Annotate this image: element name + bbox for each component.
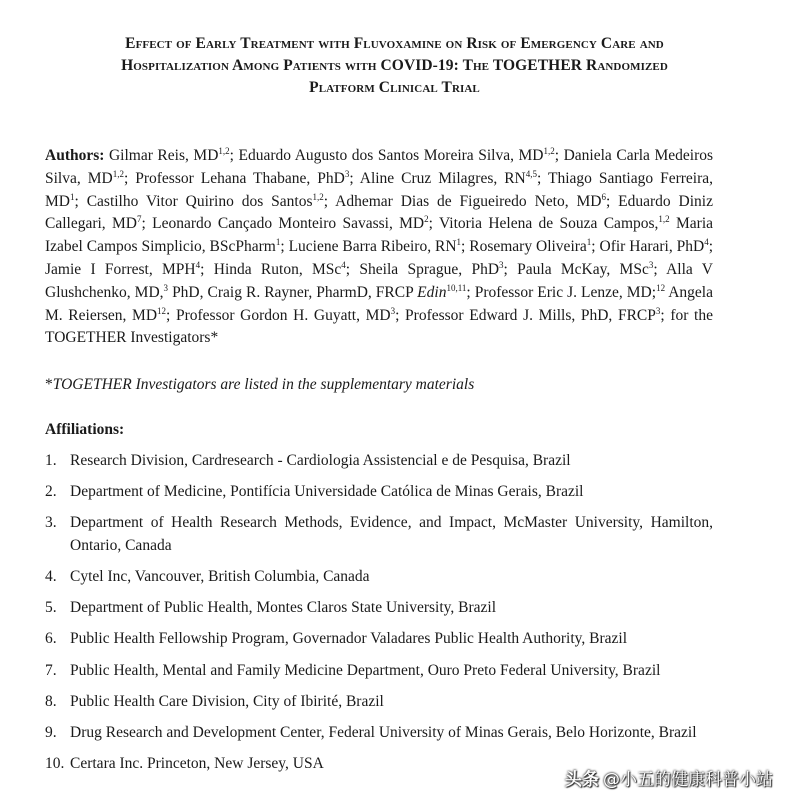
author-affiliation-sup: 6 xyxy=(601,191,606,202)
author-name: Vitoria Helena de Souza Campos, xyxy=(439,215,659,233)
author-name: Leonardo Cançado Monteiro Savassi, MD xyxy=(152,215,425,233)
author-entry xyxy=(152,215,439,232)
author-name: Luciene Barra Ribeiro, RN xyxy=(288,238,457,256)
author-affiliation-sup: 3 xyxy=(655,305,661,316)
author-name: Angela M. Reiersen, MD xyxy=(45,283,713,324)
author-affiliation-sup: 1,2 xyxy=(218,145,230,156)
affiliation-item xyxy=(45,450,713,473)
author-separator: ; xyxy=(280,238,289,256)
affiliation-item xyxy=(45,660,713,683)
author-name: Professor Lehana Thabane, PhD xyxy=(135,169,345,187)
author-affiliation-sup: 3 xyxy=(499,259,504,270)
affiliation-item xyxy=(45,628,713,651)
author-separator: ; xyxy=(605,192,619,210)
affiliation-item xyxy=(45,566,713,589)
author-separator: PhD, xyxy=(168,283,208,301)
author-affiliation-sup: 3 xyxy=(344,168,350,179)
affiliation-number: 7. xyxy=(45,661,57,679)
author-list xyxy=(45,147,713,324)
author-entry xyxy=(517,261,666,278)
watermark xyxy=(565,765,773,790)
note-star: * xyxy=(45,376,53,393)
author-separator: ; xyxy=(536,169,548,187)
author-name: Jamie I Forrest, MPH xyxy=(45,260,196,278)
author-entry xyxy=(359,261,517,278)
author-entry xyxy=(45,261,214,278)
author-affiliation-sup: 4 xyxy=(704,237,709,248)
author-name: Aline Cruz Milagres, RN xyxy=(359,169,526,187)
affiliation-item xyxy=(45,691,713,714)
author-name: Gilmar Reis, MD xyxy=(108,147,219,164)
author-entry xyxy=(360,170,548,187)
author-entry xyxy=(335,193,618,210)
author-entry xyxy=(109,147,239,164)
author-affiliation-sup: 12 xyxy=(157,305,167,316)
affiliation-item xyxy=(45,481,713,504)
author-name: Ofir Harari, PhD xyxy=(599,238,705,256)
affiliation-text: Department of Health Research Methods, Evidence, and Impact, McMaster University, Hamilton, Ontario, Canada xyxy=(70,514,713,554)
author-name: Eduardo Diniz Callegari, MD xyxy=(45,192,713,233)
author-separator: ; xyxy=(200,260,214,278)
author-separator: ; xyxy=(708,238,713,256)
authors-label: Authors: xyxy=(45,147,105,164)
affiliation-text: Drug Research and Development Center, Federal University of Minas Gerais, Belo Horizonte, Brazil xyxy=(70,724,697,741)
affiliation-text: Research Division, Cardresearch - Cardiologia Assistencial e de Pesquisa, Brazil xyxy=(70,452,571,469)
author-italic: Edin xyxy=(417,283,447,301)
affiliation-number: 4. xyxy=(45,568,57,586)
author-affiliation-sup: 3 xyxy=(163,282,169,293)
author-name: Maria Izabel Campos Simplicio, BScPharm xyxy=(45,215,714,256)
author-entry xyxy=(208,284,475,301)
author-affiliation-sup: 1,2 xyxy=(312,191,324,202)
watermark-logo: 头条 xyxy=(565,770,599,790)
author-name: Paula McKay, MSc xyxy=(517,260,649,278)
author-affiliation-sup: 1,2 xyxy=(543,145,555,156)
affiliation-text: Department of Medicine, Pontifícia Universidade Católica de Minas Gerais, Brazil xyxy=(70,483,584,501)
author-affiliation-sup: 7 xyxy=(137,214,142,225)
affiliation-item xyxy=(45,722,713,745)
author-name: Daniela Carla Medeiros Silva, MD xyxy=(45,147,714,187)
author-name: Hinda Ruton, MSc xyxy=(213,260,342,278)
author-affiliation-sup: 1 xyxy=(275,237,281,248)
author-separator: ; xyxy=(345,260,360,278)
affiliation-text: Department of Public Health, Montes Claros State University, Brazil xyxy=(70,599,497,617)
author-affiliation-sup: 4,5 xyxy=(525,168,537,179)
author-separator: ; xyxy=(229,147,239,164)
author-affiliation-sup: 1,2 xyxy=(658,214,670,225)
author-entry xyxy=(600,238,713,255)
author-name: Professor Edward J. Mills, PhD, FRCP xyxy=(405,306,656,324)
author-entry xyxy=(87,193,335,210)
author-affiliation-sup: 3 xyxy=(648,259,654,270)
author-entry xyxy=(135,170,360,187)
author-name: Eduardo Augusto dos Santos Moreira Silva, MD xyxy=(238,147,544,164)
author-affiliation-sup: 1 xyxy=(69,191,75,202)
author-separator: ; xyxy=(591,238,600,256)
author-name: Adhemar Dias de Figueiredo Neto, MD xyxy=(335,192,602,210)
author-affiliation-sup: 1 xyxy=(586,237,592,248)
author-name: Sheila Sprague, PhD xyxy=(359,260,500,278)
title-line-3: Platform Clinical Trial xyxy=(309,79,480,96)
author-entry xyxy=(469,238,599,255)
author-entry xyxy=(405,307,670,324)
author-separator: ; xyxy=(74,192,87,210)
author-separator: ; xyxy=(123,169,136,187)
author-name: Professor Gordon H. Guyatt, MD xyxy=(175,306,391,324)
affiliation-text: Public Health Care Division, City of Ibirité, Brazil xyxy=(70,692,384,710)
author-separator: ; xyxy=(323,192,336,210)
author-separator: ; xyxy=(349,169,360,187)
author-separator: ; xyxy=(554,147,564,164)
affiliation-number: 6. xyxy=(45,630,57,648)
author-entry xyxy=(176,307,405,324)
author-separator: ; xyxy=(141,215,153,233)
author-name: Castilho Vitor Quirino dos Santos xyxy=(86,192,313,210)
author-affiliation-sup: 3 xyxy=(390,305,396,316)
author-separator: ; xyxy=(466,283,475,301)
affiliation-item xyxy=(45,597,713,620)
affiliation-number: 9. xyxy=(45,724,57,741)
authors-tail: for the TOGETHER Investigators* xyxy=(45,306,713,347)
affiliation-number: 10. xyxy=(45,755,65,773)
author-affiliation-sup: 4 xyxy=(341,259,346,270)
author-entry xyxy=(439,215,676,232)
affiliation-item xyxy=(45,512,713,557)
affiliation-text: Certara Inc. Princeton, New Jersey, USA xyxy=(70,755,324,773)
affiliation-number: 8. xyxy=(45,692,57,710)
author-entry xyxy=(214,261,360,278)
affiliation-number: 2. xyxy=(45,483,57,501)
author-separator: ; xyxy=(166,306,176,324)
affiliation-text: Cytel Inc, Vancouver, British Columbia, Canada xyxy=(70,568,370,586)
author-affiliation-sup: 4 xyxy=(195,259,201,270)
paper-title xyxy=(40,33,749,99)
author-entry xyxy=(289,238,470,255)
affiliation-number: 1. xyxy=(45,452,57,469)
authors-paragraph xyxy=(45,145,713,350)
author-affiliation-sup: 12 xyxy=(656,282,666,293)
author-entry xyxy=(475,284,669,301)
watermark-text: @小五的健康科普小站 xyxy=(603,770,773,790)
author-name: Craig R. Rayner, PharmD, FRCP xyxy=(207,283,418,301)
affiliation-number: 3. xyxy=(45,514,57,532)
affiliations-list xyxy=(45,450,713,784)
author-separator: ; xyxy=(395,306,406,324)
author-affiliation-sup: 2 xyxy=(424,214,429,225)
affiliation-text: Public Health, Mental and Family Medicine Department, Ouro Preto Federal University, Brazil xyxy=(70,661,661,679)
author-entry xyxy=(239,147,564,164)
author-name: Alla V Glushchenko, MD, xyxy=(45,260,714,301)
note-text: TOGETHER Investigators are listed in the supplementary materials xyxy=(52,376,475,393)
investigators-note xyxy=(45,374,474,396)
author-name: Thiago Santiago Ferreira, MD xyxy=(45,169,713,210)
author-separator: ; xyxy=(461,238,470,256)
affiliation-number: 5. xyxy=(45,599,57,617)
author-name: Rosemary Oliveira xyxy=(469,238,587,256)
title-line-1: Effect of Early Treatment with Fluvoxamine on Risk of Emergency Care and xyxy=(125,35,664,52)
author-separator: ; xyxy=(660,306,671,324)
author-separator: ; xyxy=(503,260,518,278)
author-name: Professor Eric J. Lenze, MD; xyxy=(474,283,657,301)
author-affiliation-sup: 10,11 xyxy=(446,282,467,293)
author-affiliation-sup: 1,2 xyxy=(112,168,124,179)
affiliation-text: Public Health Fellowship Program, Governador Valadares Public Health Authority, Brazil xyxy=(70,630,628,648)
author-affiliation-sup: 1 xyxy=(456,237,462,248)
author-separator: ; xyxy=(653,260,667,278)
title-line-2: Hospitalization Among Patients with COVID-19: The TOGETHER Randomized xyxy=(121,57,668,74)
affiliations-heading: Affiliations: xyxy=(45,421,125,438)
author-separator: ; xyxy=(428,215,440,233)
